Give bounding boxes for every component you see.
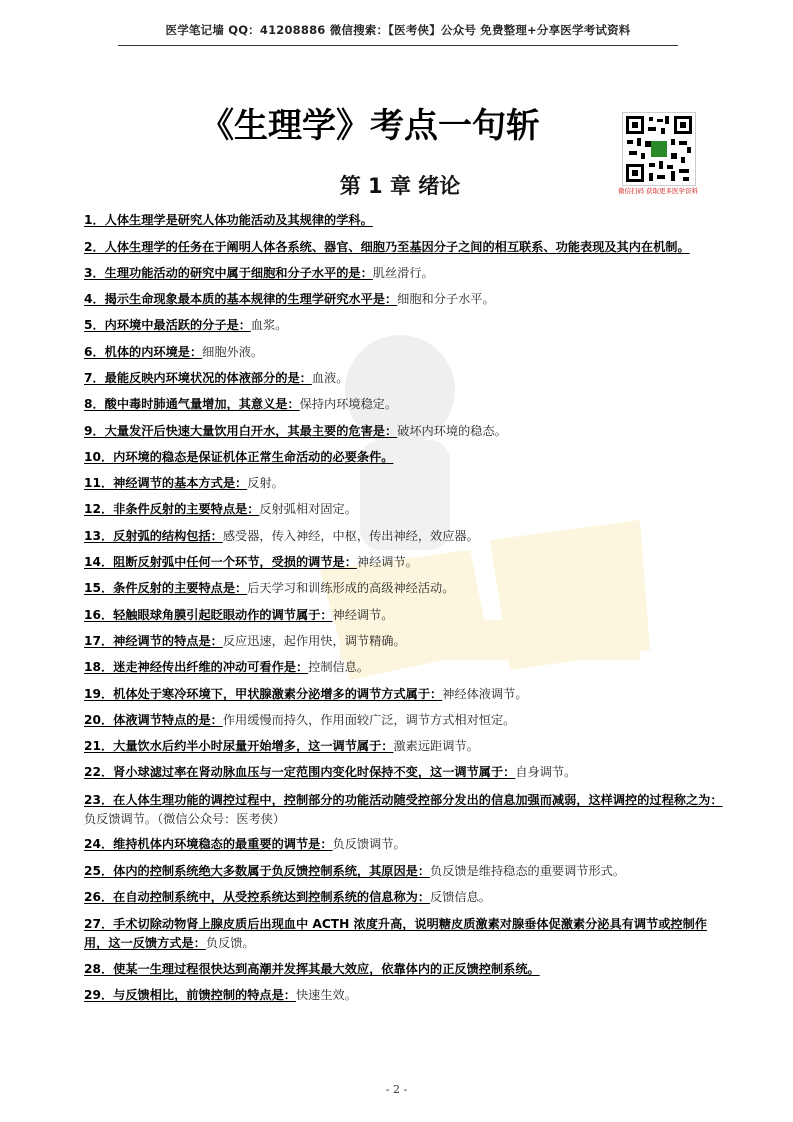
list-item	[84, 449, 724, 467]
list-item	[84, 528, 724, 546]
list-item	[84, 554, 724, 572]
question-text: 10．内环境的稳态是保证机体正常生命活动的必要条件。	[84, 449, 394, 464]
question-text: 26．在自动控制系统中，从受控系统达到控制系统的信息称为：	[84, 889, 431, 904]
qr-code	[622, 112, 696, 186]
question-text: 22．肾小球滤过率在肾动脉血压与一定范围内变化时保持不变，这一调节属于：	[84, 765, 516, 780]
answer-text: 激素远距调节。	[393, 739, 479, 754]
answer-text: 神经体液调节。	[442, 686, 528, 701]
question-text: 3．生理功能活动的研究中属于细胞和分子水平的是：	[84, 265, 373, 280]
list-item	[84, 738, 724, 756]
list-item	[84, 423, 724, 441]
answer-text: 反射弧相对固定。	[259, 502, 357, 517]
question-text: 18．迷走神经传出纤维的冲动可看作是：	[84, 660, 309, 675]
answer-text: 负反馈调节。	[332, 837, 406, 852]
list-item	[84, 344, 724, 362]
answer-text: 控制信息。	[308, 660, 370, 675]
list-item	[84, 863, 724, 881]
answer-text: 感受器，传入神经，中枢，传出神经，效应器。	[222, 528, 479, 543]
answer-text: 负反馈。	[205, 936, 255, 951]
question-text: 8．酸中毒时肺通气量增加，其意义是：	[84, 397, 300, 412]
question-text: 27．手术切除动物肾上腺皮质后出现血中 ACTH 浓度升高，说明糖皮质激素对腺垂体促激素分泌具有调节或控制作用，这一反馈方式是：	[84, 917, 707, 951]
point-list	[84, 212, 724, 1013]
header-divider	[118, 45, 678, 46]
list-item	[84, 265, 724, 283]
list-item	[84, 501, 724, 519]
answer-text: 破坏内环境的稳态。	[397, 423, 507, 438]
answer-text: 反射。	[247, 476, 284, 491]
list-item	[84, 764, 724, 782]
question-text: 5．内环境中最活跃的分子是：	[84, 318, 251, 333]
question-text: 6．机体的内环境是：	[84, 344, 203, 359]
list-item	[84, 961, 724, 979]
question-text: 11．神经调节的基本方式是：	[84, 476, 248, 491]
answer-text: 神经调节。	[332, 607, 394, 622]
answer-text: 反应迅速，起作用快，调节精确。	[222, 633, 406, 648]
question-text: 4．揭示生命现象最本质的基本规律的生理学研究水平是：	[84, 292, 398, 307]
answer-text: 血液。	[311, 370, 349, 385]
header-banner: 医学笔记墙 QQ：41208886 微信搜索：【医考侠】公众号 免费整理+分享医学考试资料	[165, 23, 631, 37]
question-text: 14．阻断反射弧中任何一个环节，受损的调节是：	[84, 555, 357, 570]
list-item	[84, 370, 724, 388]
list-item	[84, 291, 724, 309]
list-item	[84, 475, 724, 493]
question-text: 17．神经调节的特点是：	[84, 633, 223, 648]
question-text: 23．在人体生理功能的调控过程中，控制部分的功能活动随受控部分发出的信息加强而减弱，这样调控的过程称之为：	[84, 792, 723, 807]
answer-text: 血浆。	[250, 318, 288, 333]
answer-text: 负反馈调节。（微信公众号：医考侠）	[84, 811, 286, 826]
answer-text: 反馈信息。	[430, 889, 491, 904]
question-text: 20．体液调节特点的是：	[84, 712, 223, 727]
answer-text: 后天学习和训练形成的高级神经活动。	[247, 581, 455, 596]
list-item	[84, 607, 724, 625]
question-text: 9．大量发汗后快速大量饮用白开水，其最主要的危害是：	[84, 423, 398, 438]
answer-text: 细胞和分子水平。	[397, 292, 495, 307]
list-item	[84, 396, 724, 414]
answer-text: 保持内环境稳定。	[299, 397, 398, 412]
list-item	[84, 659, 724, 677]
question-text: 12．非条件反射的主要特点是：	[84, 502, 260, 517]
list-item	[84, 836, 724, 854]
question-text: 16．轻触眼球角膜引起眨眼动作的调节属于：	[84, 607, 333, 622]
question-text: 7．最能反映内环境状况的体液部分的是：	[84, 370, 312, 385]
qr-code-graphic	[623, 113, 695, 185]
question-text: 25．体内的控制系统绝大多数属于负反馈控制系统，其原因是：	[84, 863, 431, 878]
list-item	[84, 712, 724, 730]
list-item	[84, 317, 724, 335]
answer-text: 自身调节。	[515, 765, 577, 780]
answer-text: 快速生效。	[295, 987, 357, 1002]
qr-caption: 微信扫码 获取更多医学资料	[617, 187, 699, 195]
answer-text: 肌丝滑行。	[372, 265, 434, 280]
list-item	[84, 791, 724, 829]
page-title: 《生理学》考点一句斩	[200, 106, 540, 146]
list-item	[84, 987, 724, 1005]
question-text: 29．与反馈相比，前馈控制的特点是：	[84, 987, 296, 1002]
chapter-heading: 第 1 章 绪论	[339, 174, 461, 198]
question-text: 1．人体生理学是研究人体功能活动及其规律的学科。	[84, 213, 373, 227]
list-item	[84, 238, 724, 257]
question-text: 28．使某一生理过程很快达到高潮并发挥其最大效应，依靠体内的正反馈控制系统。	[84, 961, 540, 976]
answer-text: 神经调节。	[356, 555, 418, 570]
question-text: 21．大量饮水后约半小时尿量开始增多，这一调节属于：	[84, 739, 394, 754]
list-item	[84, 212, 724, 230]
question-text: 24．维持机体内环境稳态的最重要的调节是：	[84, 837, 333, 852]
answer-text: 作用缓慢而持久，作用面较广泛，调节方式相对恒定。	[222, 712, 516, 727]
page-number: - 2 -	[385, 1083, 408, 1096]
list-item	[84, 686, 724, 704]
list-item	[84, 915, 724, 953]
question-text: 15．条件反射的主要特点是：	[84, 581, 248, 596]
list-item	[84, 633, 724, 651]
question-text: 13．反射弧的结构包括：	[84, 528, 223, 543]
question-text: 19．机体处于寒冷环境下，甲状腺激素分泌增多的调节方式属于：	[84, 686, 443, 701]
answer-text: 细胞外液。	[202, 344, 264, 359]
answer-text: 负反馈是维持稳态的重要调节形式。	[430, 863, 626, 878]
list-item	[84, 580, 724, 598]
list-item	[84, 889, 724, 907]
question-text: 2．人体生理学的任务在于阐明人体各系统、器官、细胞乃至基因分子之间的相互联系、功能表现及其内在机制。	[84, 240, 690, 255]
